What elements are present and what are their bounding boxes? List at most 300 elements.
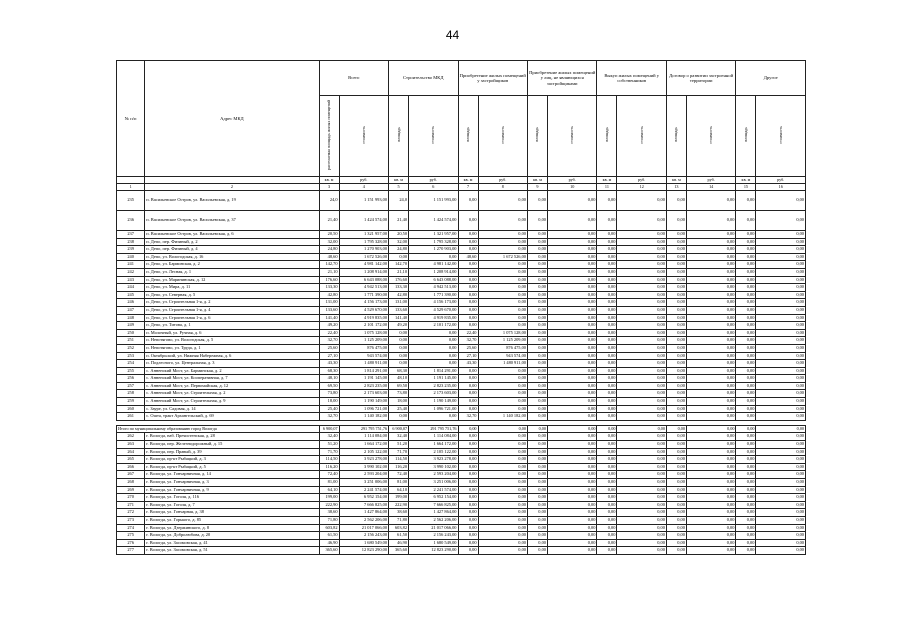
table-row (117, 390, 806, 398)
row-value: 25,60 (319, 344, 339, 352)
row-value: 71,70 (389, 448, 409, 456)
row-index: 248 (117, 314, 145, 322)
row-value: 131,00 (319, 299, 339, 307)
row-value: 0,00 (478, 441, 527, 449)
row-value: 48,10 (389, 375, 409, 383)
row-index: 238 (117, 238, 145, 246)
row-value: 0,00 (458, 532, 478, 540)
column-number: 15 (736, 184, 756, 191)
row-value: 0,00 (666, 471, 686, 479)
row-value: 0,00 (527, 539, 547, 547)
table-row (117, 231, 806, 239)
subheader-label: стоимость (499, 125, 505, 144)
row-value: 0,00 (666, 211, 686, 231)
row-value: 0,00 (458, 211, 478, 231)
row-value: 0,00 (666, 509, 686, 517)
row-value: 0,00 (478, 471, 527, 479)
row-value: 0,00 (547, 539, 596, 547)
row-value: 0,00 (527, 329, 547, 337)
row-value: 1 480 911,00 (339, 360, 388, 368)
row-address: п. Депо, ул. Строительная 1-я, д. 2 (145, 299, 319, 307)
row-value: 32,00 (389, 238, 409, 246)
subheader-label: площадь (465, 127, 470, 143)
row-value: 24,80 (389, 246, 409, 254)
table-row (117, 314, 806, 322)
row-value: 0,00 (617, 352, 666, 360)
row-value: 4 942 513,00 (339, 284, 388, 292)
row-value: 1 151 993,00 (409, 191, 458, 211)
subheader-cost (339, 96, 388, 177)
row-value: 0,00 (527, 441, 547, 449)
row-value: 0,00 (547, 494, 596, 502)
row-index: 243 (117, 276, 145, 284)
row-value: 0,00 (458, 291, 478, 299)
row-value: 0,00 (597, 246, 617, 254)
row-value: 18,00 (319, 398, 339, 406)
row-value: 0,00 (617, 276, 666, 284)
row-value: 0,00 (686, 479, 735, 487)
subheader-area (527, 96, 547, 177)
table-row (117, 413, 806, 421)
row-value: 0,00 (478, 509, 527, 517)
row-index: 266 (117, 463, 145, 471)
row-value: 0,00 (686, 231, 735, 239)
row-value: 0,00 (617, 344, 666, 352)
row-value: 48,60 (319, 253, 339, 261)
row-value: 0,00 (597, 448, 617, 456)
row-value: 0,00 (686, 448, 735, 456)
row-value: 0,00 (458, 547, 478, 555)
row-value: 0,00 (756, 539, 806, 547)
row-address: с. Анненский Мост, ул. Первомайская, д. 12 (145, 382, 319, 390)
row-value: 0,00 (527, 191, 547, 211)
table-row (117, 337, 806, 345)
row-value: 61,50 (319, 532, 339, 540)
row-value: 0,00 (617, 337, 666, 345)
row-value: 24,80 (319, 246, 339, 254)
table-row (117, 246, 806, 254)
row-value: 0,00 (736, 367, 756, 375)
row-value: 0,00 (756, 382, 806, 390)
table-row (117, 539, 806, 547)
row-value: 0,00 (617, 284, 666, 292)
row-value: 0,00 (597, 516, 617, 524)
row-value: 0,00 (666, 329, 686, 337)
row-address: п. Депо, ул. Вологодская, д. 16 (145, 253, 319, 261)
table-row (117, 398, 806, 406)
table-row (117, 456, 806, 464)
row-value: 0,00 (597, 306, 617, 314)
row-value: 0,00 (666, 390, 686, 398)
unit-label: кв. м (389, 177, 409, 184)
row-value: 0,00 (547, 413, 596, 421)
row-value: 0,00 (597, 211, 617, 231)
row-index: 240 (117, 253, 145, 261)
subheader-area (666, 96, 686, 177)
row-value: 0,00 (686, 306, 735, 314)
row-value: 72,40 (319, 471, 339, 479)
row-value: 0,00 (756, 375, 806, 383)
row-value: 43,30 (319, 360, 339, 368)
row-value: 0,00 (458, 494, 478, 502)
row-address: с. Зауре, ул. Садовая, д. 14 (145, 405, 319, 413)
row-value: 0,00 (478, 322, 527, 330)
row-value: 0,00 (686, 329, 735, 337)
row-value: 0,00 (686, 268, 735, 276)
header-group: Всего (319, 61, 388, 96)
row-value: 0,00 (666, 375, 686, 383)
row-value: 0,00 (547, 367, 596, 375)
column-number: 12 (617, 184, 666, 191)
row-value: 0,00 (617, 448, 666, 456)
row-value: 0,00 (617, 509, 666, 517)
row-value: 0,00 (756, 231, 806, 239)
row-value: 0,00 (686, 211, 735, 231)
row-value: 1 191 145,00 (409, 375, 458, 383)
row-value: 1 771 390,00 (409, 291, 458, 299)
row-value: 1 190 149,00 (409, 398, 458, 406)
row-value: 0,00 (666, 456, 686, 464)
header-group: Приобретение жилых помещений у лиц, не являющихся застройщиками (527, 61, 596, 96)
row-value: 22,40 (458, 329, 478, 337)
row-value: 1 075 128,00 (339, 329, 388, 337)
row-value: 7 666 825,00 (409, 501, 458, 509)
row-value: 4 529 670,00 (409, 306, 458, 314)
row-value: 0,00 (597, 337, 617, 345)
row-value: 68,30 (319, 367, 339, 375)
row-value: 0,00 (547, 509, 596, 517)
subheader-label: площадь (534, 127, 540, 143)
row-value: 1 075 128,00 (478, 329, 527, 337)
row-value: 49,20 (319, 322, 339, 330)
row-value: 71,80 (389, 516, 409, 524)
row-value: 0,00 (756, 329, 806, 337)
row-value: 0,00 (547, 291, 596, 299)
row-value: 0,00 (617, 367, 666, 375)
row-value: 12 823 290,00 (409, 547, 458, 555)
row-value: 0,00 (547, 390, 596, 398)
row-value: 0,00 (597, 314, 617, 322)
row-value: 0,00 (666, 314, 686, 322)
row-value: 0,00 (597, 291, 617, 299)
row-value: 0,00 (617, 524, 666, 532)
row-value: 0,00 (686, 509, 735, 517)
row-value: 0,00 (527, 306, 547, 314)
row-value: 0,00 (478, 284, 527, 292)
row-address: п. Депо, ул. Северная, д. 5 (145, 291, 319, 299)
row-value: 0,00 (756, 337, 806, 345)
row-value: 51,20 (319, 441, 339, 449)
row-value: 2 593 204,00 (339, 471, 388, 479)
row-value: 0,00 (597, 276, 617, 284)
row-value: 0,00 (617, 291, 666, 299)
row-value: 0,00 (686, 516, 735, 524)
row-value: 2 823 235,00 (339, 382, 388, 390)
row-index: 258 (117, 390, 145, 398)
row-value: 0,00 (478, 382, 527, 390)
row-value: 0,00 (666, 360, 686, 368)
row-value: 0,00 (756, 261, 806, 269)
row-value: 0,00 (736, 509, 756, 517)
row-value: 0,00 (527, 276, 547, 284)
total-value: 0,00 (458, 425, 478, 433)
table-row (117, 253, 806, 261)
row-value: 0,00 (686, 352, 735, 360)
row-value: 0,00 (666, 284, 686, 292)
row-value: 2 105 122,00 (409, 448, 458, 456)
row-value: 1 424 574,00 (339, 211, 388, 231)
row-value: 0,00 (686, 360, 735, 368)
row-value: 0,00 (736, 441, 756, 449)
row-value: 0,00 (617, 360, 666, 368)
row-value: 0,00 (736, 516, 756, 524)
row-value: 0,00 (686, 413, 735, 421)
row-value: 0,00 (756, 284, 806, 292)
total-value: 6 900,07 (389, 425, 409, 433)
row-value: 0,00 (666, 322, 686, 330)
row-address: г. Вологда, ул. Дзержинского, д. 8 (145, 524, 319, 532)
row-value: 0,00 (666, 261, 686, 269)
row-value: 0,00 (617, 268, 666, 276)
row-value: 0,00 (736, 471, 756, 479)
row-value: 0,00 (458, 433, 478, 441)
table-row (117, 524, 806, 532)
row-address: п. Депо, ул. Строительная 1-я, д. 4 (145, 306, 319, 314)
row-value: 0,00 (666, 433, 686, 441)
row-value: 0,00 (686, 261, 735, 269)
row-value: 0,00 (458, 261, 478, 269)
row-value: 1 672 526,00 (339, 253, 388, 261)
total-value: 0,00 (686, 425, 735, 433)
header-idx: № п/п (117, 61, 145, 177)
row-value: 0,00 (527, 456, 547, 464)
row-value: 71,70 (319, 448, 339, 456)
row-value: 0,00 (736, 494, 756, 502)
row-value: 0,00 (666, 524, 686, 532)
row-value: 199,00 (389, 494, 409, 502)
row-value: 0,00 (478, 268, 527, 276)
row-value: 1 114 084,00 (409, 433, 458, 441)
row-value: 0,00 (527, 322, 547, 330)
row-value: 4 156 173,00 (339, 299, 388, 307)
row-value: 0,00 (527, 211, 547, 231)
row-value: 4 919 835,00 (339, 314, 388, 322)
row-value: 1 664 172,00 (339, 441, 388, 449)
column-number: 13 (666, 184, 686, 191)
row-address: п. Октябрьский, ул. Нижняя Набережная, д. 6 (145, 352, 319, 360)
table-row (117, 516, 806, 524)
row-value: 0,00 (478, 291, 527, 299)
unit-label: руб. (756, 177, 806, 184)
row-value: 0,00 (686, 344, 735, 352)
total-value: 0,00 (547, 425, 596, 433)
row-address: г. Вологда, ул. Горького, д. 85 (145, 516, 319, 524)
table-row (117, 329, 806, 337)
row-value: 0,00 (666, 268, 686, 276)
row-value: 0,00 (686, 246, 735, 254)
row-value: 0,00 (527, 231, 547, 239)
row-value: 0,00 (686, 337, 735, 345)
row-value: 0,00 (547, 253, 596, 261)
row-value: 3 990 102,00 (339, 463, 388, 471)
total-row (117, 425, 806, 433)
row-value: 2 173 603,00 (409, 390, 458, 398)
column-number: 16 (756, 184, 806, 191)
table-row (117, 360, 806, 368)
row-value: 0,00 (686, 494, 735, 502)
row-value: 48,60 (458, 253, 478, 261)
row-value: 1 140 182,00 (478, 413, 527, 421)
row-value: 6 952 154,00 (409, 494, 458, 502)
row-value: 0,00 (617, 211, 666, 231)
row-value: 0,00 (527, 360, 547, 368)
row-value: 46,90 (389, 539, 409, 547)
row-value: 0,00 (597, 261, 617, 269)
row-value: 0,00 (736, 486, 756, 494)
subheader-area (736, 96, 756, 177)
row-value: 0,00 (756, 524, 806, 532)
row-value: 0,00 (458, 284, 478, 292)
row-index: 250 (117, 329, 145, 337)
row-value: 0,00 (458, 539, 478, 547)
row-value: 0,00 (527, 337, 547, 345)
row-value: 0,00 (617, 486, 666, 494)
row-value: 0,00 (686, 532, 735, 540)
total-value: 0,00 (736, 425, 756, 433)
row-value: 0,00 (756, 268, 806, 276)
row-value: 42,80 (319, 291, 339, 299)
row-value: 0,00 (478, 276, 527, 284)
row-value: 222,90 (389, 501, 409, 509)
row-value: 0,00 (756, 322, 806, 330)
row-value: 7 666 825,00 (339, 501, 388, 509)
unit-label: руб. (686, 177, 735, 184)
row-value: 0,00 (736, 261, 756, 269)
row-value: 1 664 172,00 (409, 441, 458, 449)
row-value: 0,00 (478, 191, 527, 211)
row-value: 176,60 (389, 276, 409, 284)
row-value: 25,40 (319, 405, 339, 413)
row-value: 27,10 (319, 352, 339, 360)
row-value: 0,00 (617, 405, 666, 413)
row-index: 277 (117, 547, 145, 555)
row-value: 0,00 (617, 547, 666, 555)
row-value: 0,00 (547, 314, 596, 322)
row-value: 0,00 (527, 246, 547, 254)
row-value: 943 574,00 (478, 352, 527, 360)
row-value: 0,00 (617, 246, 666, 254)
row-value: 1 191 145,00 (339, 375, 388, 383)
row-value: 2 101 172,00 (409, 322, 458, 330)
row-value: 0,00 (617, 413, 666, 421)
row-value: 0,00 (736, 547, 756, 555)
row-value: 0,00 (409, 344, 458, 352)
row-address: г. Вологда, пр-кт Рыбацкий, д. 5 (145, 463, 319, 471)
total-value: 0,00 (666, 425, 686, 433)
subheader-label: стоимость (708, 125, 714, 144)
row-value: 0,00 (666, 231, 686, 239)
row-value: 0,00 (478, 547, 527, 555)
row-value: 38,60 (319, 509, 339, 517)
row-value: 365,60 (319, 547, 339, 555)
row-value: 0,00 (527, 486, 547, 494)
row-value: 4 942 513,00 (409, 284, 458, 292)
table-row (117, 433, 806, 441)
row-value: 81,00 (319, 479, 339, 487)
row-value: 0,00 (756, 191, 806, 211)
row-value: 0,00 (666, 547, 686, 555)
row-value: 1 208 914,00 (339, 268, 388, 276)
row-value: 0,00 (597, 547, 617, 555)
row-value: 0,00 (547, 375, 596, 383)
row-value: 0,00 (686, 539, 735, 547)
row-value: 0,00 (686, 501, 735, 509)
row-value: 0,00 (666, 479, 686, 487)
row-address: п. Молочный, ул. Ручная, д. 6 (145, 329, 319, 337)
column-number: 9 (527, 184, 547, 191)
total-value: 0,00 (756, 425, 806, 433)
row-address: п. Депо, пер. Физиный, д. 4 (145, 246, 319, 254)
row-value: 0,00 (547, 231, 596, 239)
row-value: 0,00 (597, 352, 617, 360)
subheader-cost (617, 96, 666, 177)
row-value: 0,00 (617, 539, 666, 547)
row-value: 0,00 (756, 360, 806, 368)
row-index: 242 (117, 268, 145, 276)
row-value: 0,00 (527, 352, 547, 360)
row-value: 0,00 (458, 299, 478, 307)
row-value: 2 101 172,00 (339, 322, 388, 330)
row-index: 244 (117, 284, 145, 292)
row-value: 0,00 (597, 413, 617, 421)
row-index: 257 (117, 382, 145, 390)
row-value: 0,00 (597, 463, 617, 471)
header-group: Строительство МКД (389, 61, 458, 96)
row-value: 0,00 (666, 463, 686, 471)
row-value: 21 017 066,00 (339, 524, 388, 532)
row-value: 0,00 (527, 261, 547, 269)
row-value: 0,00 (736, 398, 756, 406)
row-address: г. Вологда, ул. Добролюбова, д. 20 (145, 532, 319, 540)
row-value: 0,00 (597, 398, 617, 406)
row-value: 0,00 (597, 191, 617, 211)
row-value: 0,00 (756, 448, 806, 456)
row-value: 0,00 (666, 238, 686, 246)
table-row (117, 471, 806, 479)
subheader-label: расселяемая площадь жилых помещений (326, 99, 332, 170)
row-value: 4 981 142,00 (339, 261, 388, 269)
row-value: 0,00 (478, 398, 527, 406)
row-value: 199,00 (319, 494, 339, 502)
table-row (117, 547, 806, 555)
row-value: 0,00 (666, 441, 686, 449)
row-value: 0,00 (756, 516, 806, 524)
row-value: 603,82 (319, 524, 339, 532)
column-number: 7 (458, 184, 478, 191)
row-value: 0,00 (547, 547, 596, 555)
row-value: 0,00 (666, 291, 686, 299)
row-value: 3 990 102,00 (409, 463, 458, 471)
row-value: 0,00 (547, 261, 596, 269)
table-row (117, 382, 806, 390)
row-value: 0,00 (686, 367, 735, 375)
row-value: 0,00 (617, 322, 666, 330)
row-index: 272 (117, 509, 145, 517)
row-value: 0,00 (617, 390, 666, 398)
row-value: 0,00 (527, 509, 547, 517)
row-value: 0,00 (666, 448, 686, 456)
row-value: 0,00 (527, 524, 547, 532)
